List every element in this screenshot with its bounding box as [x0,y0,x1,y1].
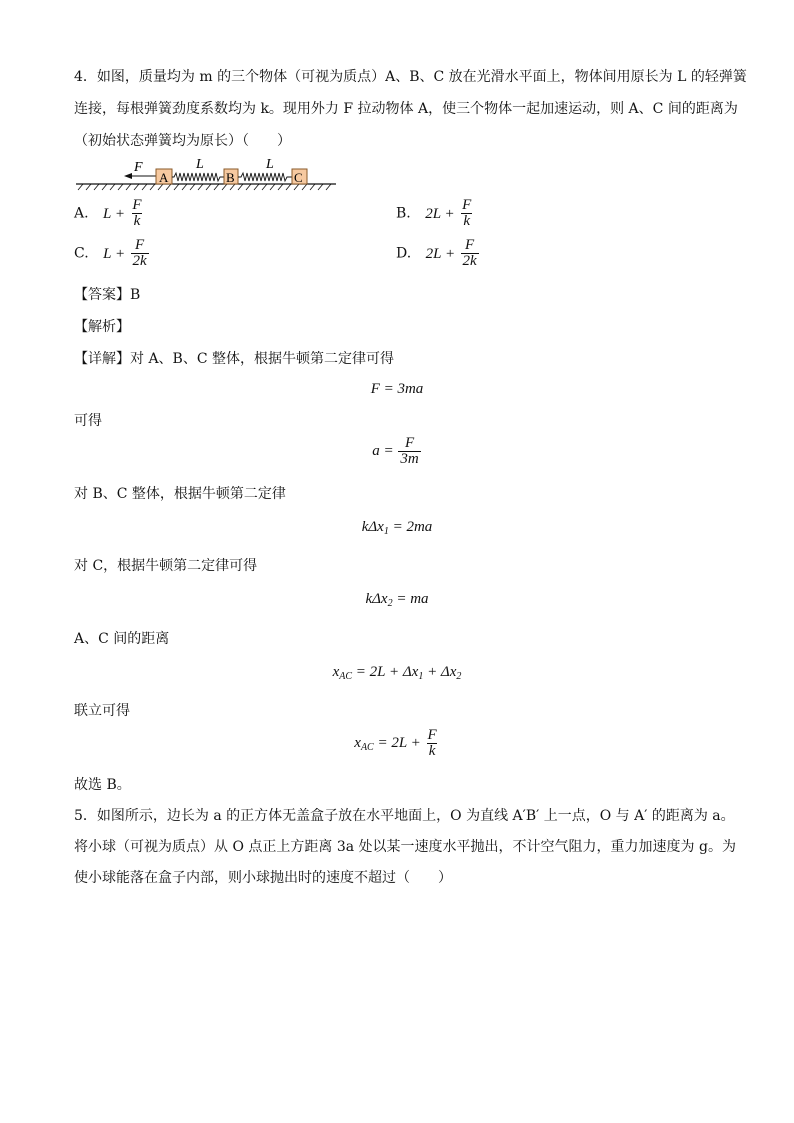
equation-1: F = 3ma [370,381,424,397]
option-d-prefix: 2L + [425,245,456,262]
force-arrow-head [124,173,132,179]
equation-6: $x_{AC} = 2L$ + $\frac{F}{k}$ [354,727,437,759]
answer-value: B [130,287,141,303]
spring-1-label: L [196,157,204,172]
option-b-fraction: $\frac{F}{k}$ [462,197,472,229]
answer-tag: 【答案】 [74,287,130,303]
option-c-label: C. [74,245,89,262]
option-a-prefix: L + [103,205,125,222]
q5-line-3: 使小球能落在盒子内部，则小球抛出时的速度不超过（ ） [74,870,452,886]
detail-step-2: 可得 [74,413,102,429]
q5-line-2: 将小球（可视为质点）从 O 点正上方距离 3a 处以某一速度水平抛出，不计空气阻力，重力加速度为 g。为 [74,839,736,855]
detail-step-6: 联立可得 [74,703,130,719]
spring-2 [238,173,292,181]
spring-blocks-figure [74,156,344,192]
spring-2-label: L [266,157,274,172]
option-c-fraction: $\frac{F}{2k}$ [132,237,147,269]
option-b-prefix: 2L + [425,205,455,222]
option-c [74,238,150,269]
q4-line-2: 连接，每根弹簧劲度系数均为 k。现用外力 F 拉动物体 A，使三个物体一起加速运动，则 A、C 间的距离为 [74,101,738,117]
block-a-label: A [159,170,169,185]
force-label: F [134,160,143,175]
block-b-label: B [226,170,235,185]
q4-line-3: （初始状态弹簧均为原长）（ ） [74,133,291,149]
detail-step-7: 故选 B。 [74,777,131,793]
q4-line-1: 4．如图，质量均为 m 的三个物体（可视为质点）A、B、C 放在光滑水平面上，物体间用原长为 L 的轻弹簧 [74,69,747,85]
equation-4: kΔx$_2$ = ma [365,591,429,609]
option-d [396,238,480,269]
detail-step-1: 【详解】对 A、B、C 整体，根据牛顿第二定律可得 [74,351,395,367]
option-a-fraction: $\frac{F}{k}$ [132,197,142,229]
option-a [74,198,145,229]
equation-3: kΔx$_1$ = 2ma [361,519,433,537]
option-b [396,198,474,229]
option-a-label: A. [74,205,89,222]
detail-step-4: 对 C，根据牛顿第二定律可得 [74,558,258,574]
equation-2: a = $\frac{F}{3m}$ [372,435,419,467]
option-d-fraction: $\frac{F}{2k}$ [462,237,477,269]
spring-1 [172,173,224,181]
option-c-prefix: L + [103,245,126,262]
analysis-tag: 【解析】 [74,319,130,335]
answer-line [74,286,140,304]
detail-tag: 【详解】 [74,351,130,367]
option-b-label: B. [396,205,411,222]
q5-line-1: 5．如图所示，边长为 a 的正方体无盖盒子放在水平地面上，O 为直线 A′B′ 上一点，O 与 A′ 的距离为 a。 [74,808,735,824]
detail-step-3: 对 B、C 整体，根据牛顿第二定律 [74,486,286,502]
block-c-label: C [294,170,303,185]
detail-step-5: A、C 间的距离 [74,631,170,647]
option-d-label: D. [396,245,412,262]
equation-5: $x_{AC} = 2L + \Delta x_1 + \Delta x_2$ [332,664,462,682]
